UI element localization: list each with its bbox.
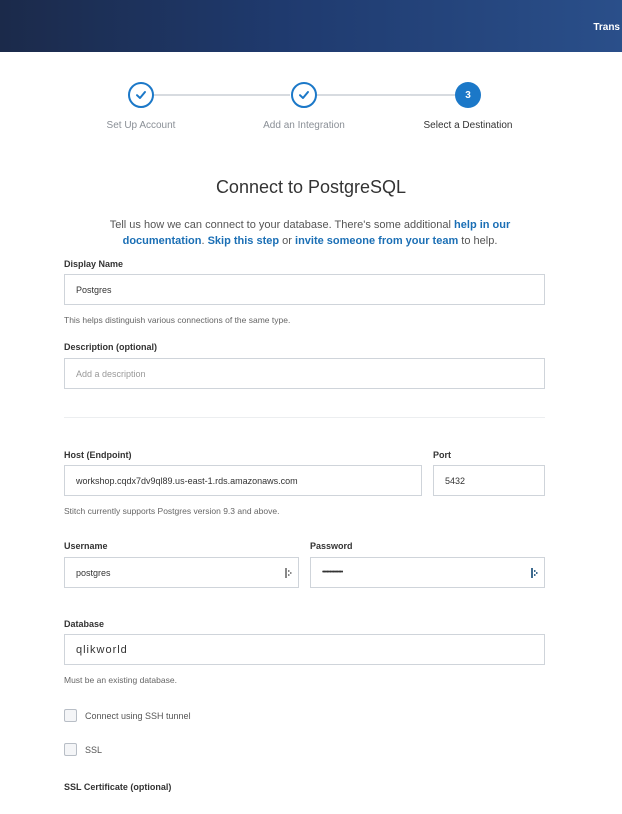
port-label: Port	[433, 450, 451, 460]
database-label: Database	[64, 619, 105, 629]
display-name-label: Display Name	[64, 259, 124, 269]
intro-text-1: Tell us how we can connect to your database. There's some additional	[109, 219, 455, 231]
password-value: ••••••••••••••	[322, 569, 343, 576]
host-input[interactable]: workshop.cqdx7dv9ql89.us-east-1.rds.amazonaws.com	[64, 465, 422, 496]
ssl-label[interactable]: SSL	[85, 745, 103, 755]
username-label: Username	[64, 541, 108, 551]
step-2-check-icon	[291, 82, 317, 108]
password-manager-icon[interactable]	[531, 567, 538, 579]
port-input[interactable]: 5432	[433, 465, 545, 496]
intro-text	[90, 217, 530, 249]
step-connector-2	[317, 94, 455, 96]
ssh-tunnel-checkbox[interactable]	[64, 709, 77, 722]
password-label: Password	[310, 541, 353, 551]
topbar-right-text[interactable]: Trans	[593, 22, 620, 33]
database-input[interactable]: qlikworld	[64, 634, 545, 665]
password-manager-icon[interactable]	[285, 567, 292, 579]
invite-team-link[interactable]: invite someone from your team	[295, 235, 459, 247]
database-help: Must be an existing database.	[64, 675, 177, 685]
display-name-help: This helps distinguish various connections of the same type.	[64, 315, 291, 325]
ssh-tunnel-label[interactable]: Connect using SSH tunnel	[85, 711, 191, 721]
description-input[interactable]: Add a description	[64, 358, 545, 389]
description-label: Description (optional)	[64, 342, 157, 352]
host-help: Stitch currently supports Postgres version 9.3 and above.	[64, 506, 280, 516]
top-navigation-bar	[0, 0, 622, 52]
skip-step-link[interactable]: Skip this step	[207, 235, 280, 247]
step-3-number: 3	[455, 82, 481, 108]
page-title: Connect to PostgreSQL	[215, 177, 407, 197]
step-1-check-icon	[128, 82, 154, 108]
section-divider	[64, 417, 545, 418]
step-3-label: Select a Destination	[423, 120, 513, 131]
display-name-input[interactable]: Postgres	[64, 274, 545, 305]
intro-text-3: or	[279, 235, 296, 247]
host-label: Host (Endpoint)	[64, 450, 132, 460]
username-input[interactable]	[64, 557, 299, 588]
username-value: postgres	[76, 567, 111, 578]
password-input[interactable]	[310, 557, 545, 588]
ssl-certificate-label: SSL Certificate (optional)	[64, 782, 172, 792]
intro-text-4: to help.	[458, 235, 498, 247]
step-1-label: Set Up Account	[106, 120, 176, 131]
step-2-label: Add an Integration	[263, 120, 345, 131]
intro-text-2: .	[201, 235, 208, 247]
step-connector-1	[154, 94, 290, 96]
help-documentation-link[interactable]: help in our documentation	[122, 219, 511, 247]
ssl-checkbox[interactable]	[64, 743, 77, 756]
